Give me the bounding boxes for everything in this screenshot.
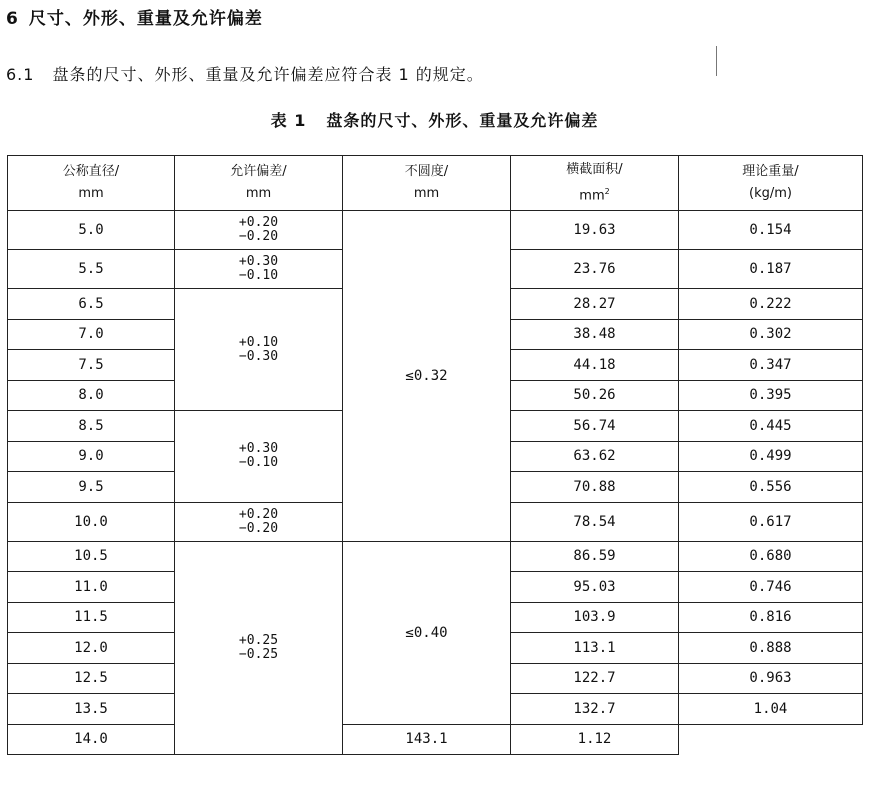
weight-cell: 0.746 — [679, 572, 863, 603]
weight-cell: 0.445 — [679, 411, 863, 442]
area-cell: 38.48 — [511, 319, 679, 350]
area-cell: 78.54 — [511, 502, 679, 541]
diameter-cell: 8.5 — [8, 411, 175, 442]
area-cell: 63.62 — [511, 441, 679, 472]
area-cell: 132.7 — [511, 694, 679, 725]
table-row — [8, 211, 863, 250]
diameter-cell: 14.0 — [8, 724, 175, 755]
area-cell: 56.74 — [511, 411, 679, 442]
clause-text: 盘条的尺寸、外形、重量及允许偏差应符合表 1 的规定。 — [52, 65, 484, 84]
diameter-cell: 10.5 — [8, 541, 175, 572]
weight-cell: 0.347 — [679, 350, 863, 381]
weight-cell: 0.617 — [679, 502, 863, 541]
clause-number: 6.1 — [6, 65, 35, 84]
weight-cell: 0.963 — [679, 663, 863, 694]
area-cell: 103.9 — [511, 602, 679, 633]
area-cell: 86.59 — [511, 541, 679, 572]
area-cell: 70.88 — [511, 472, 679, 503]
header-weight: 理论重量/ (kg/m) — [679, 156, 863, 211]
diameter-cell: 11.5 — [8, 602, 175, 633]
area-cell: 113.1 — [511, 633, 679, 664]
section-heading — [6, 4, 263, 29]
section-number: 6 — [6, 9, 19, 29]
area-cell: 95.03 — [511, 572, 679, 603]
roundness-cell: ≤0.40 — [343, 541, 511, 724]
diameter-cell: 10.0 — [8, 502, 175, 541]
weight-cell: 0.222 — [679, 289, 863, 320]
table-row — [8, 541, 863, 572]
area-cell: 23.76 — [511, 250, 679, 289]
clause-paragraph — [6, 62, 484, 85]
header-area: 横截面积/ $mm^2$ — [511, 156, 679, 211]
diameter-cell: 13.5 — [8, 694, 175, 725]
diameter-cell: 9.0 — [8, 441, 175, 472]
table-title: 盘条的尺寸、外形、重量及允许偏差 — [326, 111, 599, 130]
weight-cell: 1.12 — [511, 724, 679, 755]
weight-cell: 0.154 — [679, 211, 863, 250]
weight-cell: 1.04 — [679, 694, 863, 725]
header-roundness: 不圆度/ mm — [343, 156, 511, 211]
tolerance-cell: +0.25 −0.25 — [175, 541, 343, 755]
diameter-cell: 6.5 — [8, 289, 175, 320]
weight-cell: 0.302 — [679, 319, 863, 350]
table-row — [8, 724, 863, 755]
area-cell: 44.18 — [511, 350, 679, 381]
weight-cell: 0.395 — [679, 380, 863, 411]
diameter-cell: 12.5 — [8, 663, 175, 694]
area-cell: 19.63 — [511, 211, 679, 250]
margin-mark — [716, 46, 717, 76]
roundness-cell: ≤0.32 — [343, 211, 511, 542]
spec-table — [7, 155, 863, 755]
area-cell: 122.7 — [511, 663, 679, 694]
diameter-cell: 7.0 — [8, 319, 175, 350]
section-title: 尺寸、外形、重量及允许偏差 — [28, 9, 263, 29]
diameter-cell: 11.0 — [8, 572, 175, 603]
tolerance-cell: +0.20 −0.20 — [175, 211, 343, 250]
weight-cell: 0.499 — [679, 441, 863, 472]
tolerance-cell: +0.10 −0.30 — [175, 289, 343, 411]
diameter-cell: 8.0 — [8, 380, 175, 411]
area-cell: 143.1 — [343, 724, 511, 755]
weight-cell: 0.816 — [679, 602, 863, 633]
header-tolerance: 允许偏差/ mm — [175, 156, 343, 211]
diameter-cell: 7.5 — [8, 350, 175, 381]
area-cell: 50.26 — [511, 380, 679, 411]
tolerance-cell: +0.20 −0.20 — [175, 502, 343, 541]
diameter-cell: 12.0 — [8, 633, 175, 664]
weight-cell: 0.556 — [679, 472, 863, 503]
tolerance-cell: +0.30 −0.10 — [175, 250, 343, 289]
weight-cell: 0.680 — [679, 541, 863, 572]
area-cell: 28.27 — [511, 289, 679, 320]
table-number: 表 1 — [270, 111, 307, 130]
weight-cell: 0.187 — [679, 250, 863, 289]
header-diameter: 公称直径/ mm — [8, 156, 175, 211]
tolerance-cell: +0.30 −0.10 — [175, 411, 343, 503]
diameter-cell: 5.0 — [8, 211, 175, 250]
table-caption — [0, 108, 869, 131]
header-row — [8, 156, 863, 211]
diameter-cell: 9.5 — [8, 472, 175, 503]
diameter-cell: 5.5 — [8, 250, 175, 289]
weight-cell: 0.888 — [679, 633, 863, 664]
